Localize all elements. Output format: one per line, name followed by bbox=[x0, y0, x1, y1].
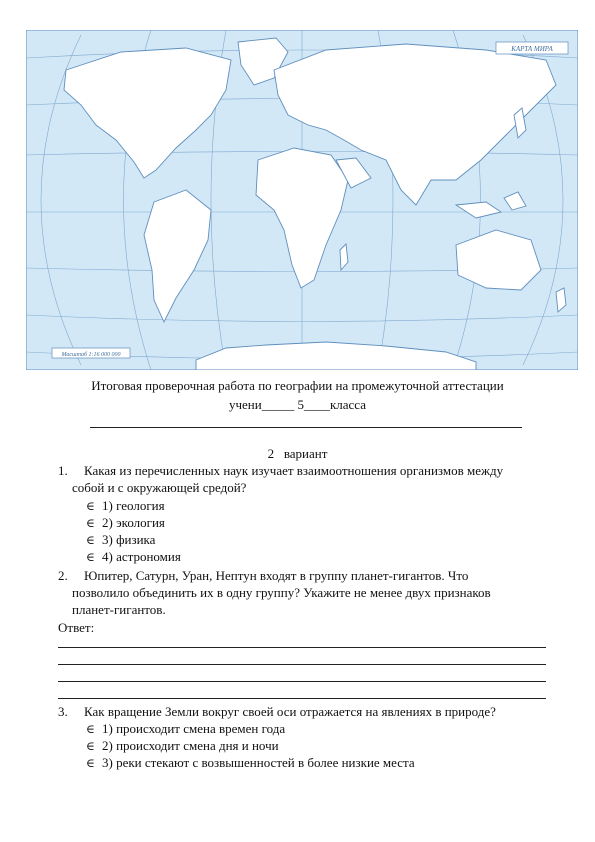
variant-heading bbox=[0, 446, 595, 462]
question-1-number: 1. bbox=[58, 463, 68, 478]
map-scale: Масштаб 1:16 000 000 bbox=[61, 352, 121, 358]
option-bullet-icon: ∈ bbox=[86, 739, 95, 753]
question-2-text-2: позволило объединить их в одну группу? Укажите не менее двух признаков bbox=[72, 585, 491, 600]
question-1-option-4[interactable]: ∈ 4) астрономия bbox=[86, 549, 181, 564]
variant-number: 2 bbox=[267, 446, 275, 461]
option-bullet-icon: ∈ bbox=[86, 516, 95, 530]
question-3-option-1[interactable]: ∈ 1) происходит смена времен года bbox=[86, 721, 286, 736]
option-bullet-icon: ∈ bbox=[86, 722, 95, 736]
question-1-option-2[interactable]: ∈ 2) экология bbox=[86, 515, 165, 530]
question-1-text-2: собой и с окружающей средой? bbox=[72, 480, 247, 495]
question-2-text-3: планет-гигантов. bbox=[72, 602, 166, 617]
answer-line-4[interactable] bbox=[58, 698, 546, 699]
question-2-line-1 bbox=[58, 568, 468, 584]
option-bullet-icon: ∈ bbox=[86, 533, 95, 547]
answer-label: Ответ: bbox=[58, 620, 95, 635]
question-3-option-3[interactable]: ∈ 3) реки стекают с возвышенностей в более низкие места bbox=[86, 755, 415, 770]
variant-label: вариант bbox=[283, 446, 328, 461]
name-underline[interactable] bbox=[90, 427, 522, 428]
question-1-line-1 bbox=[58, 463, 503, 479]
question-1-text-1: Какая из перечисленных наук изучает взаимоотношения организмов между bbox=[84, 463, 504, 478]
question-2-number: 2. bbox=[58, 568, 68, 583]
option-bullet-icon: ∈ bbox=[86, 550, 95, 564]
question-3-number: 3. bbox=[58, 704, 68, 719]
option-bullet-icon: ∈ bbox=[86, 499, 95, 513]
question-3-text-1: Как вращение Земли вокруг своей оси отражается на явлениях в природе? bbox=[84, 704, 496, 719]
option-bullet-icon: ∈ bbox=[86, 756, 95, 770]
question-1-option-1[interactable]: ∈ 1) геология bbox=[86, 498, 165, 513]
world-map bbox=[26, 30, 578, 370]
answer-line-3[interactable] bbox=[58, 681, 546, 682]
answer-line-2[interactable] bbox=[58, 664, 546, 665]
student-class-line[interactable]: учени_____ 5____класса bbox=[228, 397, 366, 412]
question-3-option-2[interactable]: ∈ 2) происходит смена дня и ночи bbox=[86, 738, 279, 753]
worksheet-title: Итоговая проверочная работа по географии на промежуточной аттестации bbox=[91, 378, 504, 393]
question-1-option-3[interactable]: ∈ 3) физика bbox=[86, 532, 156, 547]
question-2-text-1: Юпитер, Сатурн, Уран, Нептун входят в группу планет-гигантов. Что bbox=[84, 568, 469, 583]
question-3-line-1 bbox=[58, 704, 496, 720]
answer-line-1[interactable] bbox=[58, 647, 546, 648]
map-title: КАРТА МИРА bbox=[511, 45, 553, 53]
